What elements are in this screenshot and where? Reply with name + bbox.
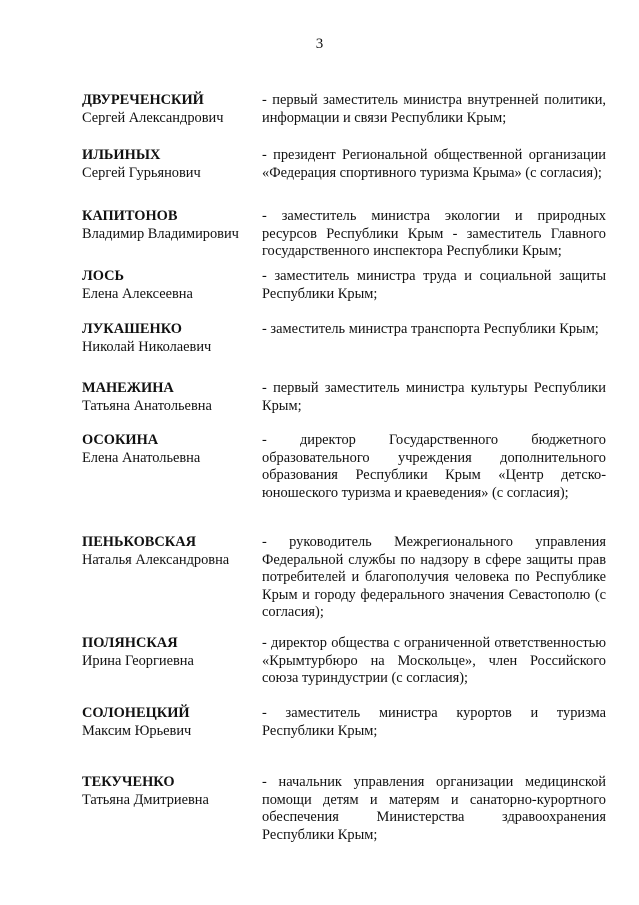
member-person: [82, 705, 260, 740]
member-role: - заместитель министра экологии и природных ресурсов Республики Крым - заместитель Главного государственного инспектора Республики Крым;: [262, 208, 606, 259]
member-person: [82, 534, 260, 569]
member-person: [82, 635, 260, 670]
member-person: [82, 321, 260, 356]
member-given-name: Елена Анатольевна: [82, 449, 201, 466]
member-surname: ПОЛЯНСКАЯ: [82, 635, 178, 651]
member-role: - руководитель Межрегионального управления Федеральной службы по надзору в сфере защиты прав потребителей и благополучия человека по Республике Крым и городу федерального значения Севастополю (с согласия);: [262, 534, 606, 620]
member-role: - заместитель министра транспорта Республики Крым;: [262, 321, 599, 337]
member-given-name: Николай Николаевич: [82, 338, 212, 355]
member-surname: ЛОСЬ: [82, 268, 124, 284]
member-given-name: Владимир Владимирович: [82, 225, 239, 242]
member-role: - первый заместитель министра культуры Республики Крым;: [262, 380, 606, 414]
member-given-name: Сергей Гурьянович: [82, 164, 201, 181]
member-surname: ЛУКАШЕНКО: [82, 321, 182, 337]
member-role: - директор Государственного бюджетного образовательного учреждения дополнительного образования Республики Крым «Центр детско-юношеского туризма и краеведения» (с согласия);: [262, 432, 606, 501]
member-person: [82, 208, 260, 243]
member-entry: [82, 635, 606, 688]
member-given-name: Максим Юрьевич: [82, 722, 192, 739]
member-person: [82, 774, 260, 809]
member-surname: ОСОКИНА: [82, 432, 159, 448]
member-role: - начальник управления организации медицинской помощи детям и матерям и санаторно-курортного обеспечения Министерства здравоохранения Республики Крым;: [262, 774, 606, 843]
member-given-name: Наталья Александровна: [82, 551, 230, 568]
member-person: [82, 380, 260, 415]
page-number: 3: [315, 36, 324, 52]
member-given-name: Елена Алексеевна: [82, 285, 193, 302]
member-entry: [82, 774, 606, 844]
member-surname: ИЛЬИНЫХ: [82, 147, 161, 163]
member-surname: ДВУРЕЧЕНСКИЙ: [82, 92, 204, 108]
member-person: [82, 268, 260, 303]
member-entry: [82, 432, 606, 502]
member-given-name: Ирина Георгиевна: [82, 652, 194, 669]
member-surname: СОЛОНЕЦКИЙ: [82, 705, 190, 721]
member-entry: [82, 268, 606, 303]
member-person: [82, 147, 260, 182]
member-person: [82, 92, 260, 127]
member-entry: [82, 380, 606, 415]
member-person: [82, 432, 260, 467]
member-given-name: Татьяна Дмитриевна: [82, 791, 209, 808]
member-role: - заместитель министра труда и социальной защиты Республики Крым;: [262, 268, 606, 302]
member-role: - первый заместитель министра внутренней политики, информации и связи Республики Крым;: [262, 92, 606, 126]
member-surname: ПЕНЬКОВСКАЯ: [82, 534, 196, 550]
member-entry: [82, 321, 606, 356]
member-entry: [82, 147, 606, 182]
member-entry: [82, 92, 606, 127]
member-surname: КАПИТОНОВ: [82, 208, 178, 224]
member-role: - заместитель министра курортов и туризма Республики Крым;: [262, 705, 606, 739]
member-given-name: Сергей Александрович: [82, 109, 224, 126]
member-entry: [82, 208, 606, 261]
member-given-name: Татьяна Анатольевна: [82, 397, 212, 414]
member-entry: [82, 534, 606, 622]
member-role: - президент Региональной общественной организации «Федерация спортивного туризма Крыма» (с согласия);: [262, 147, 606, 181]
member-surname: ТЕКУЧЕНКО: [82, 774, 175, 790]
member-surname: МАНЕЖИНА: [82, 380, 174, 396]
member-entry: [82, 705, 606, 740]
member-role: - директор общества с ограниченной ответственностью «Крымтурбюро на Москольце», член Российского союза туриндустрии (с согласия);: [262, 635, 606, 686]
